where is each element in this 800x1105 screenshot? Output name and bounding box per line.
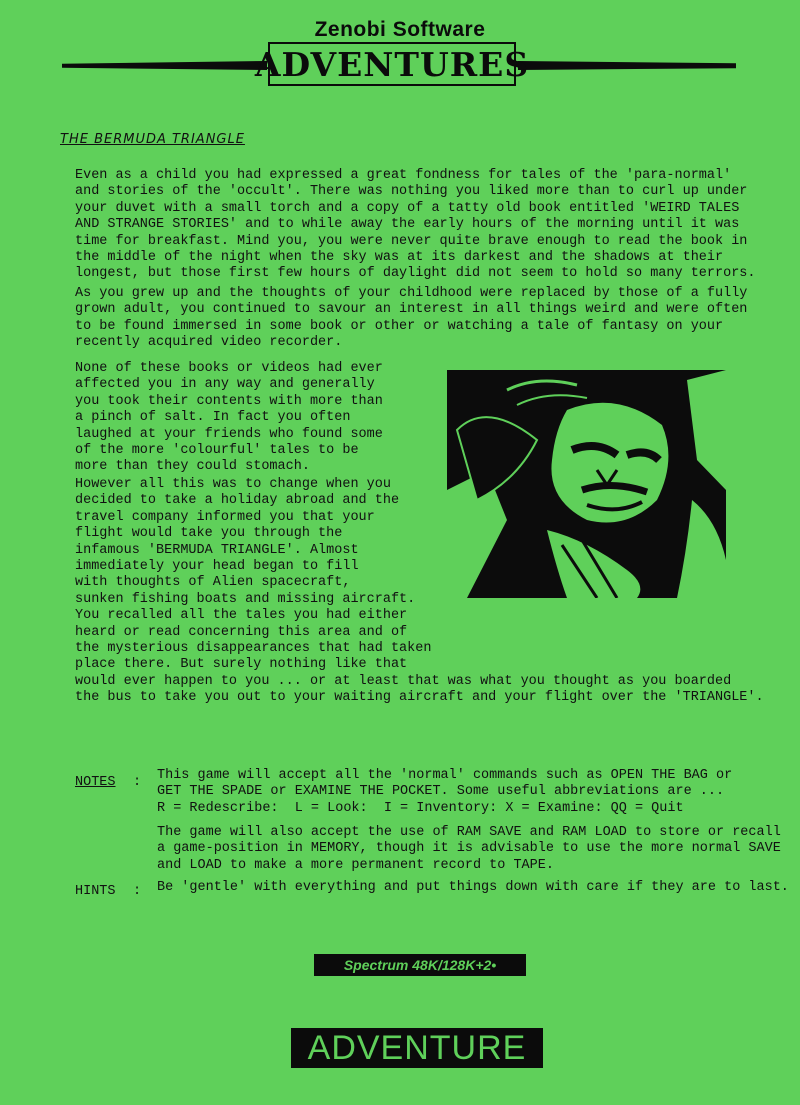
brand-name: Zenobi Software [314, 18, 486, 41]
alien-face-illustration [447, 370, 726, 598]
story-paragraph-4: However all this was to change when you decided to take a holiday abroad and the travel company informed you that your flight would take you through the infamous 'BERMUDA TRIANGLE'. Almost immediately your head began to fill with thoughts of Alien spacecraft, sunken fishing boats and missing aircraft. You recalled all the tales you had either heard or read concerning this area and of the mysterious disappearances that had taken place there. But surely nothing like that would ever happen to you ... or at least that was what you thought as you boarded the bus to take you out to your waiting aircraft and your flight over the 'TRIANGLE'. [75, 477, 764, 706]
logo-band-right [518, 61, 736, 70]
hints-text: Be 'gentle' with everything and put things down with care if they are to last. [157, 880, 789, 895]
hints-label: HINTS [75, 884, 116, 899]
spectrum-badge: Spectrum 48K/128K+2• [314, 954, 526, 976]
notes-label: NOTES [75, 775, 116, 790]
story-paragraph-1: Even as a child you had expressed a great fondness for tales of the 'para-normal' and stories of the 'occult'. There was nothing you liked more than to curl up under your duvet with a small torch and a copy of a tatty old book entitled 'WEIRD TALES AND STRANGE STORIES' and to while away the early hours of the morning until it was time for breakfast. Mind you, you were never quite brave enough to read the book in the middle of the night when the sky was at its darkest and the shadows at their longest, but those first few hours of daylight did not seem to hold so many terrors. [75, 168, 756, 282]
adventure-footer-logo: ADVENTURE [291, 1028, 543, 1068]
story-paragraph-3: None of these books or videos had ever affected you in any way and generally you took their contents with more than a pinch of salt. In fact you often laughed at your friends who found some of the more 'colourful' tales to be more than they could stomach. [75, 361, 383, 475]
notes-text-2: The game will also accept the use of RAM SAVE and RAM LOAD to store or recall a game-position in MEMORY, though it is advisable to use the more normal SAVE and LOAD to make a more permanent record to TAPE. [157, 825, 781, 873]
notes-text-1: This game will accept all the 'normal' commands such as OPEN THE BAG or GET THE SPADE or EXAMINE THE POCKET. Some useful abbreviations are ... R = Redescribe: L = Look: I = Inventory: X = Examine: QQ = Quit [157, 768, 733, 816]
adventures-logo-text: ADVENTURES [254, 44, 530, 84]
hints-separator: : [133, 884, 142, 899]
story-paragraph-2: As you grew up and the thoughts of your childhood were replaced by those of a fully grown adult, you continued to savour an interest in all things weird and were often to be found immersed in some book or other or watching a tale of fantasy on your recently acquired video recorder. [75, 286, 748, 351]
logo-band-left [62, 61, 267, 70]
notes-separator: : [133, 775, 142, 790]
adventures-logo [254, 42, 530, 86]
page-title: THE BERMUDA TRIANGLE [60, 132, 245, 147]
